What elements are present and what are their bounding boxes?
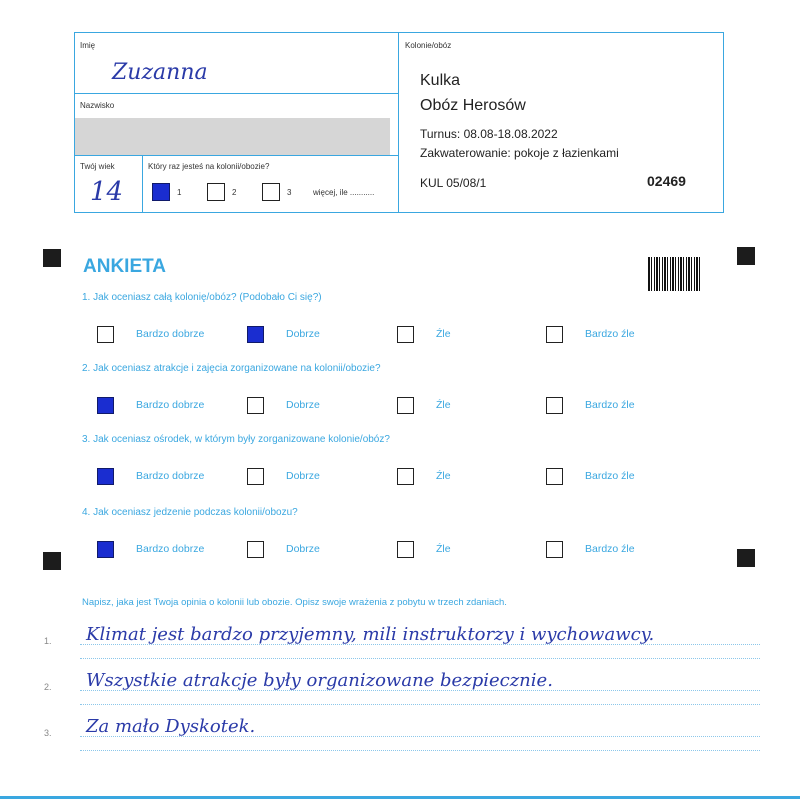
writing-line	[80, 704, 760, 705]
wiek-label: Twój wiek	[80, 162, 115, 171]
question-1-text: 1. Jak oceniasz całą kolonię/obóz? (Podobało Ci się?)	[82, 292, 322, 303]
header-divider-vertical	[398, 32, 399, 213]
question-4-option-3-label: Źle	[436, 543, 451, 555]
opinion-line-2-number: 2.	[44, 682, 52, 692]
writing-line	[80, 736, 760, 737]
question-4-option-1-checkbox[interactable]	[97, 541, 114, 558]
question-1-option-3-checkbox[interactable]	[397, 326, 414, 343]
question-4-option-3-checkbox[interactable]	[397, 541, 414, 558]
camp-name: Kulka	[420, 72, 461, 89]
opinion-line-3-number: 3.	[44, 728, 52, 738]
question-1-option-2-label: Dobrze	[286, 328, 320, 340]
imie-label: Imię	[80, 41, 96, 50]
bottom-accent-line	[0, 796, 800, 799]
ktory-raz-label: Który raz jesteś na kolonii/obozie?	[148, 162, 270, 171]
question-3-option-4-checkbox[interactable]	[546, 468, 563, 485]
question-2-option-1-label: Bardzo dobrze	[136, 399, 205, 411]
turnus: Turnus: 08.08-18.08.2022	[420, 127, 558, 141]
question-3-option-1-label: Bardzo dobrze	[136, 470, 205, 482]
times-1-label: 1	[177, 188, 182, 197]
question-2-option-1-checkbox[interactable]	[97, 397, 114, 414]
registration-marker-top-left	[43, 249, 61, 267]
question-3-option-3-label: Źle	[436, 470, 451, 482]
question-2-option-3-label: Źle	[436, 399, 451, 411]
barcode	[648, 257, 700, 291]
times-3-checkbox[interactable]	[262, 183, 280, 201]
header-divider-age	[142, 155, 143, 213]
survey-title: ANKIETA	[83, 256, 167, 277]
question-2-option-2-checkbox[interactable]	[247, 397, 264, 414]
opinion-line-3-text: Za mało Dyskotek.	[86, 716, 256, 737]
question-1-option-1-checkbox[interactable]	[97, 326, 114, 343]
camp-subtitle: Obóz Herosów	[420, 97, 526, 114]
times-1-checkbox[interactable]	[152, 183, 170, 201]
question-4-text: 4. Jak oceniasz jedzenie podczas kolonii/obozu?	[82, 507, 298, 518]
header-divider-name	[74, 93, 398, 94]
question-2-option-2-label: Dobrze	[286, 399, 320, 411]
question-2-text: 2. Jak oceniasz atrakcje i zajęcia zorganizowane na kolonii/obozie?	[82, 363, 381, 374]
zakwaterowanie: Zakwaterowanie: pokoje z łazienkami	[420, 146, 619, 160]
question-4-option-4-label: Bardzo źle	[585, 543, 635, 555]
question-4-option-2-checkbox[interactable]	[247, 541, 264, 558]
opinion-prompt: Napisz, jaka jest Twoja opinia o kolonii lub obozie. Opisz swoje wrażenia z pobytu w trzech zdaniach.	[82, 597, 507, 608]
registration-marker-bottom-left	[43, 552, 61, 570]
writing-line	[80, 644, 760, 645]
question-3-text: 3. Jak oceniasz ośrodek, w którym były zorganizowane kolonie/obóz?	[82, 434, 390, 445]
question-3-option-3-checkbox[interactable]	[397, 468, 414, 485]
question-2-option-4-label: Bardzo źle	[585, 399, 635, 411]
imie-value: Zuzanna	[112, 60, 208, 85]
registration-marker-top-right	[737, 247, 755, 265]
opinion-line-1-number: 1.	[44, 636, 52, 646]
writing-line	[80, 750, 760, 751]
kolonia-label: Kolonie/obóz	[405, 41, 452, 50]
writing-line	[80, 658, 760, 659]
question-3-option-4-label: Bardzo źle	[585, 470, 635, 482]
times-2-label: 2	[232, 188, 237, 197]
question-2-option-3-checkbox[interactable]	[397, 397, 414, 414]
nazwisko-label: Nazwisko	[80, 101, 115, 110]
opinion-line-2-text: Wszystkie atrakcje były organizowane bezpiecznie.	[86, 670, 553, 691]
question-1-option-4-label: Bardzo źle	[585, 328, 635, 340]
wiecej-label: więcej, ile ...........	[313, 188, 375, 197]
question-3-option-2-label: Dobrze	[286, 470, 320, 482]
camp-code: KUL 05/08/1	[420, 176, 487, 190]
question-4-option-1-label: Bardzo dobrze	[136, 543, 205, 555]
question-1-option-2-checkbox[interactable]	[247, 326, 264, 343]
question-1-option-3-label: Źle	[436, 328, 451, 340]
opinion-line-1-text: Klimat jest bardzo przyjemny, mili instruktorzy i wychowawcy.	[86, 624, 655, 645]
times-3-label: 3	[287, 188, 292, 197]
header-divider-surname	[74, 155, 398, 156]
times-2-checkbox[interactable]	[207, 183, 225, 201]
registration-marker-bottom-right	[737, 549, 755, 567]
question-3-option-2-checkbox[interactable]	[247, 468, 264, 485]
question-1-option-1-label: Bardzo dobrze	[136, 328, 205, 340]
form-number: 02469	[647, 173, 686, 189]
question-3-option-1-checkbox[interactable]	[97, 468, 114, 485]
wiek-value: 14	[90, 177, 124, 207]
surname-redaction	[75, 118, 390, 155]
writing-line	[80, 690, 760, 691]
question-1-option-4-checkbox[interactable]	[546, 326, 563, 343]
question-4-option-2-label: Dobrze	[286, 543, 320, 555]
question-2-option-4-checkbox[interactable]	[546, 397, 563, 414]
question-4-option-4-checkbox[interactable]	[546, 541, 563, 558]
